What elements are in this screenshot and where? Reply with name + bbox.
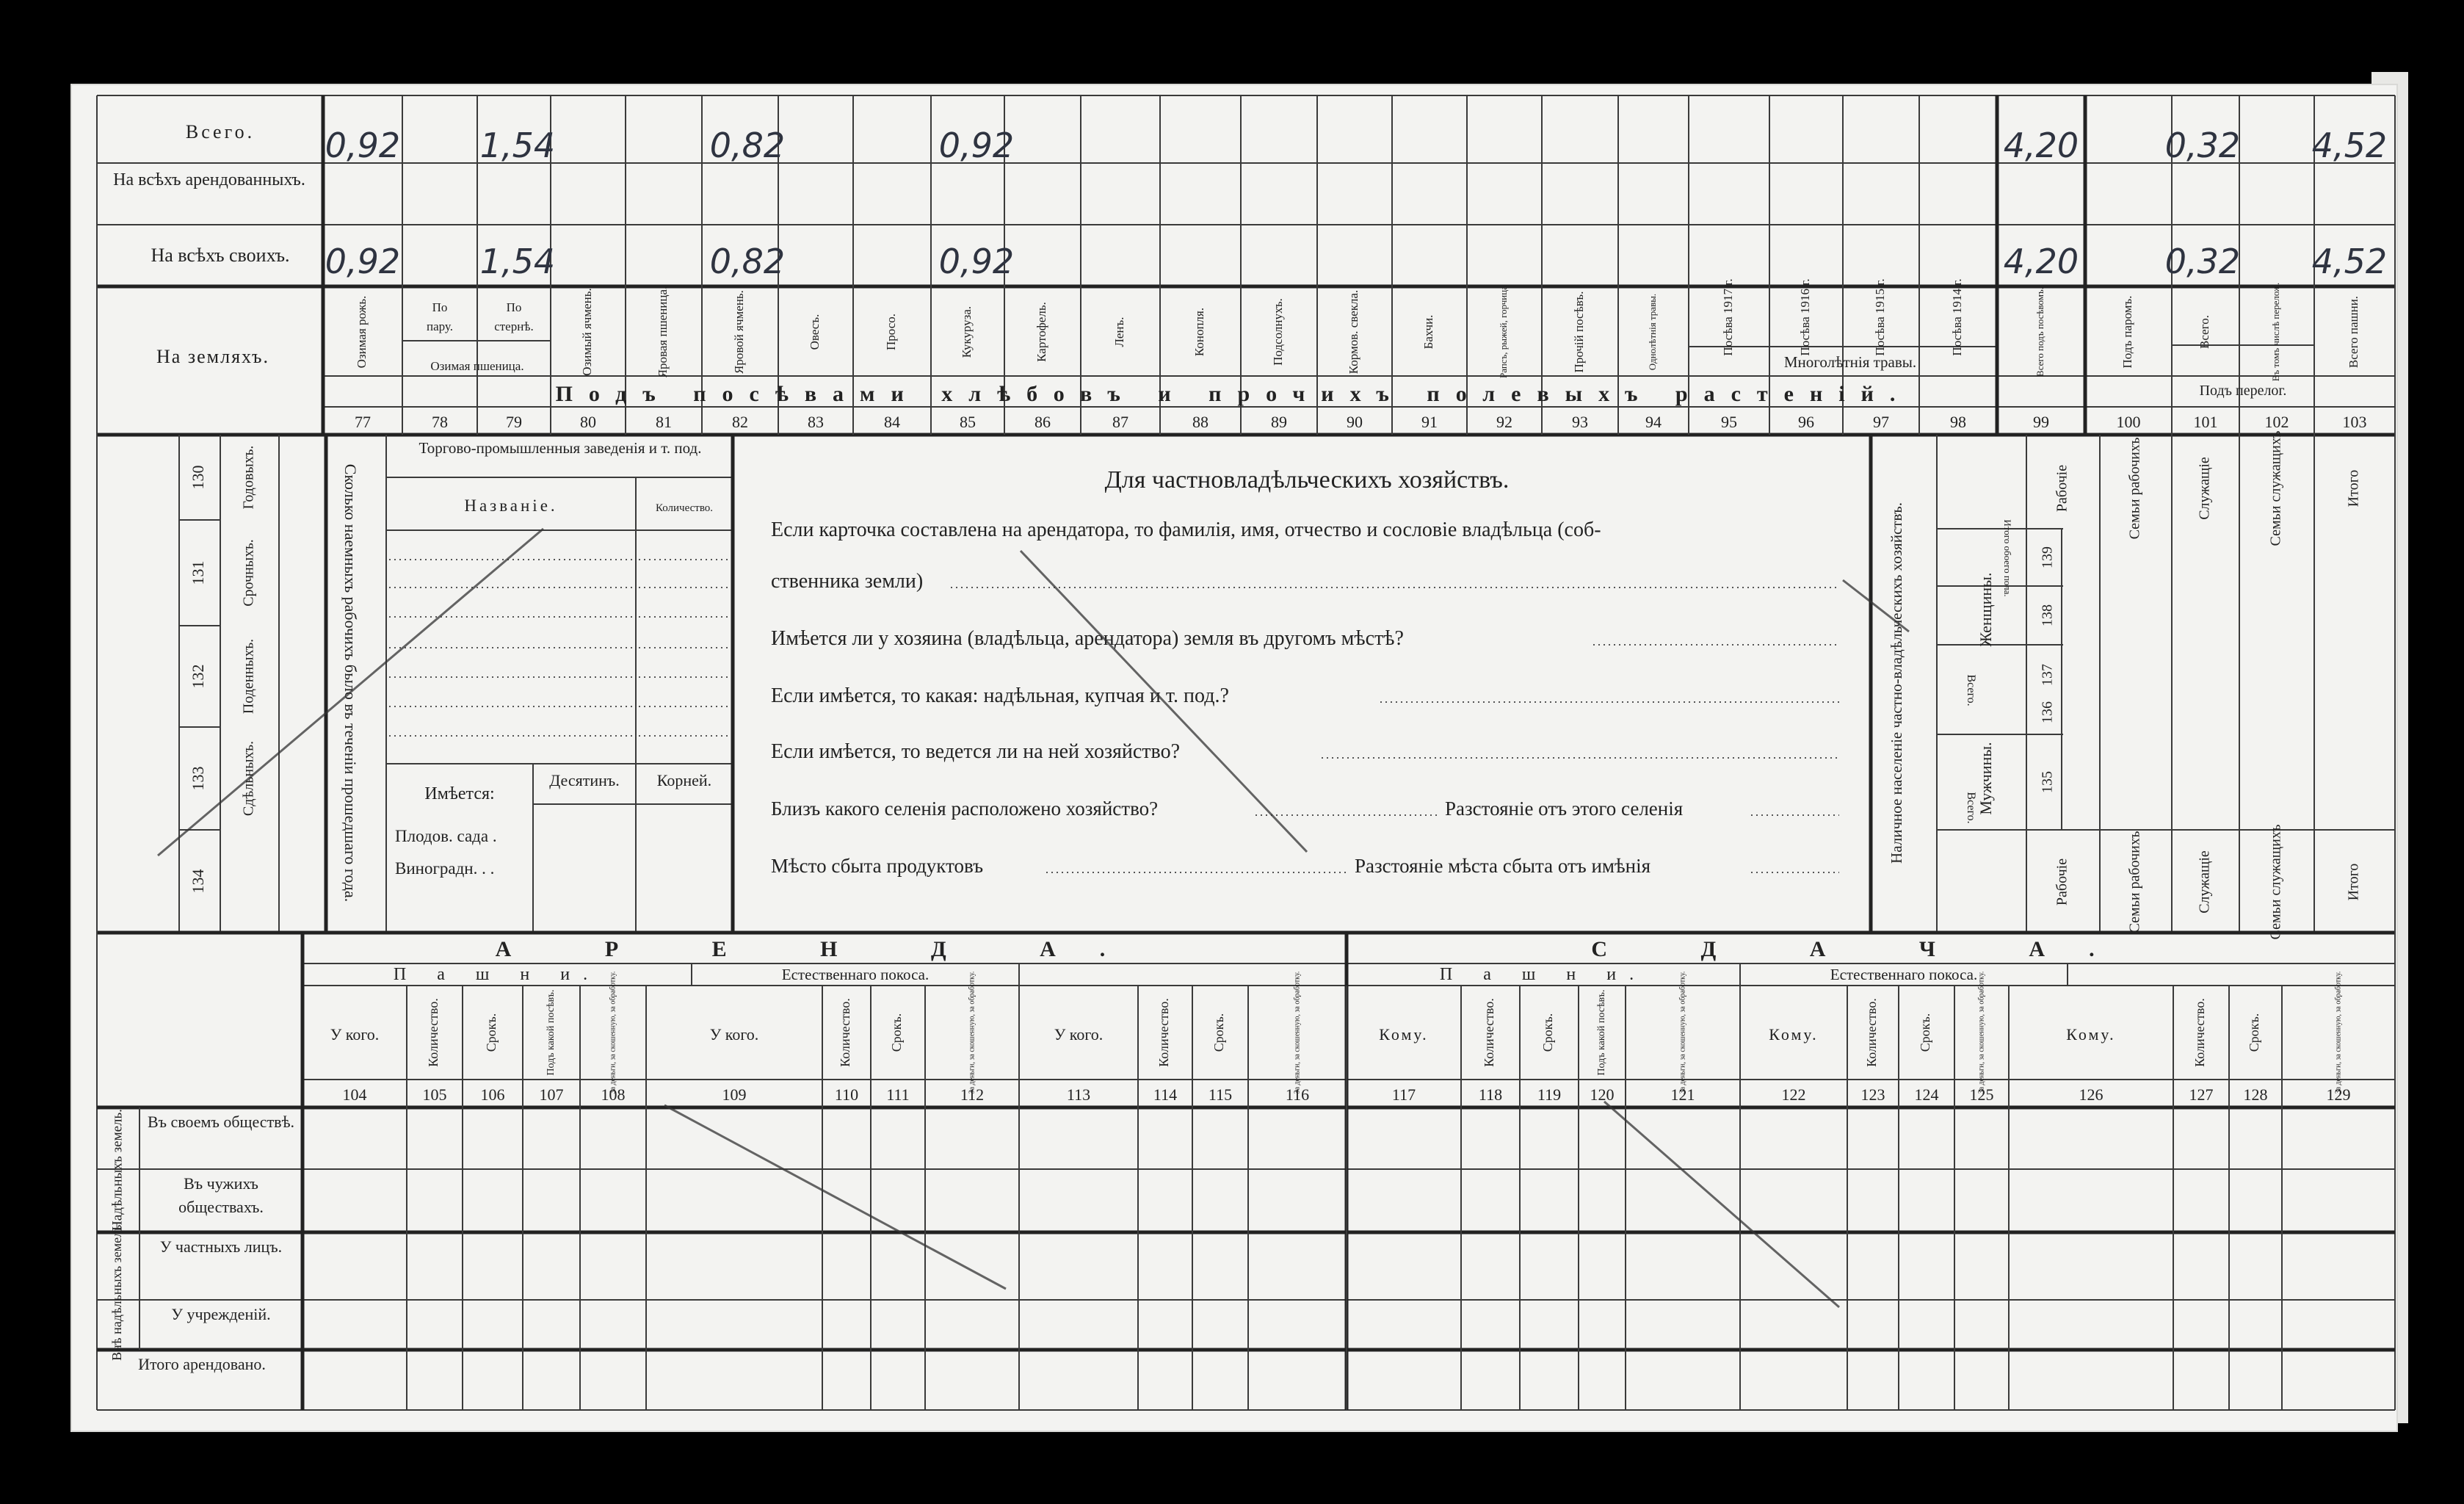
- crop-header: Рапсъ, рыжей, горчица: [1497, 286, 1509, 378]
- column-number: 102: [2264, 413, 2289, 431]
- wheat-group-label: Озимая пшеница.: [430, 359, 524, 373]
- lease-payment-header: За деньги, за скошенную, за обработку.: [1678, 971, 1687, 1094]
- population-column-header: Рабочіе: [2054, 464, 2070, 513]
- private-q3: Если имѣется, то какая: надѣльная, купчая и т. под.?: [771, 684, 1229, 707]
- population-column-header: Семьи служащихъ: [2267, 430, 2284, 546]
- crop-header: Яровая пшеница.: [655, 286, 670, 378]
- crop-header: Кукуруза.: [959, 306, 974, 358]
- private-q1-cont: ственника земли): [771, 570, 924, 593]
- column-number: 123: [1860, 1085, 1885, 1104]
- column-number: 89: [1271, 413, 1287, 431]
- column-number: 115: [1208, 1085, 1233, 1104]
- lease-headers: [330, 965, 2343, 1093]
- crop-header: Всего.: [2197, 315, 2211, 349]
- arenda-title: А Р Е Н Д А.: [495, 937, 1150, 961]
- lease-crop-header: Подъ какой посѣвъ.: [1596, 989, 1608, 1076]
- row-label-own: На всѣхъ своихъ.: [151, 245, 290, 266]
- trade-title: Торгово-промышленныя заведенія и т. под.: [418, 439, 702, 457]
- lease-from-header: У кого.: [709, 1025, 759, 1044]
- column-number: 105: [422, 1085, 447, 1104]
- lease-payment-header: За деньги, за скошенную, за обработку.: [968, 971, 976, 1094]
- lease-term-header: Срокъ.: [889, 1013, 905, 1052]
- crop-headers: [355, 278, 2360, 381]
- lease-payment-header: За деньги, за скошенную, за обработку.: [1977, 971, 1986, 1094]
- has-label: Имѣется:: [424, 784, 495, 803]
- column-number: 97: [1873, 413, 1889, 431]
- lease-crop-header: Подъ какой посѣвъ.: [546, 989, 557, 1076]
- lease-row-wrap: [144, 1303, 298, 1347]
- lease-group-non-allotment: Внѣ надѣльныхъ земель.: [109, 1221, 125, 1361]
- crop-header: Кормов. свекла.: [1346, 289, 1360, 375]
- arenda-pokos: Естественнаго покоса.: [781, 966, 930, 983]
- top-column-numbers: [355, 413, 2367, 431]
- column-number: 108: [601, 1085, 626, 1104]
- lease-term-header: Срокъ.: [1918, 1013, 1933, 1052]
- column-number: 86: [1034, 413, 1051, 431]
- lease-payment-header: За деньги, за скошенную, за обработку.: [2334, 971, 2343, 1094]
- handwritten-values: [325, 126, 2387, 281]
- ledger-dots: [389, 560, 1839, 872]
- handwritten-value: 4,20: [2003, 242, 2079, 281]
- crop-header: Посѣва 1917 г.: [1720, 278, 1735, 356]
- crop-header: Посѣва 1914 г.: [1949, 278, 1964, 356]
- workers-type-label: Годовыхъ.: [240, 445, 257, 510]
- lease-row-wrap: [144, 1235, 298, 1297]
- column-number: 77: [355, 413, 371, 431]
- crop-header: Озимый ячмень.: [579, 288, 594, 376]
- private-q4: Если имѣется, то ведется ли на ней хозяйство?: [771, 740, 1180, 763]
- column-number: 125: [1969, 1085, 1994, 1104]
- workers-type-label: Сдѣльныхъ.: [240, 740, 257, 817]
- population-column-footer: Семьи служащихъ: [2267, 824, 2284, 940]
- handwritten-value: 1,54: [479, 242, 556, 281]
- crop-header: стернѣ.: [494, 319, 534, 333]
- lease-group-allotment: Надѣльныхъ земель.: [109, 1109, 126, 1231]
- lease-term-header: Срокъ.: [484, 1013, 499, 1052]
- crop-header: Всего подъ посѣвомъ.: [2034, 287, 2046, 377]
- private-q5-distance: Разстояніе отъ этого селенія: [1445, 798, 1684, 820]
- column-number: 116: [1285, 1085, 1310, 1104]
- trade-title-wrap: [389, 439, 731, 477]
- population-number: 135: [2039, 771, 2056, 793]
- private-q5: Близъ какого селенія расположено хозяйство?: [771, 798, 1159, 820]
- population-number: 137: [2039, 664, 2056, 686]
- column-number: 100: [2116, 413, 2141, 431]
- crop-header: Ленъ.: [1112, 317, 1126, 347]
- itogo-both-label: Итого обоего пола.: [2002, 519, 2013, 597]
- crop-header: Озимая рожь.: [354, 295, 369, 369]
- handwritten-value: 0,32: [2164, 242, 2241, 281]
- column-number: 95: [1721, 413, 1737, 431]
- crop-header: Въ томъ числѣ перелож.: [2269, 282, 2281, 382]
- lease-to-header: Кому.: [1769, 1025, 1819, 1044]
- column-number: 127: [2189, 1085, 2214, 1104]
- lease-qty-header: Количество.: [1482, 998, 1497, 1067]
- workers-column-number: 131: [189, 560, 208, 585]
- column-number: 107: [539, 1085, 564, 1104]
- handwritten-value: 0,82: [709, 242, 786, 281]
- lease-total-label: Итого арендовано.: [138, 1355, 266, 1373]
- column-number: 118: [1478, 1085, 1503, 1104]
- men-label: Мужчины.: [1976, 742, 1995, 815]
- private-q1: Если карточка составлена на арендатора, то фамилія, имя, отчество и сословіе владѣльца (соб-: [771, 518, 1601, 541]
- row-label-lands: На земляхъ.: [156, 346, 269, 367]
- column-number: 79: [506, 413, 522, 431]
- sdacha-pashni: П а ш н и.: [1439, 965, 1648, 984]
- handwritten-value: 0,92: [938, 126, 1015, 165]
- lease-qty-header: Количество.: [2192, 998, 2208, 1067]
- column-number: 120: [1590, 1085, 1615, 1104]
- column-number: 112: [960, 1085, 985, 1104]
- crop-header: Прочій посѣвъ.: [1571, 291, 1586, 373]
- trade-qty-header: Количество.: [655, 502, 714, 514]
- trade-name-header: Названіе.: [464, 496, 558, 515]
- private-q6-distance: Разстояніе мѣста сбыта отъ имѣнія: [1355, 855, 1651, 877]
- row-label-rented-wrap: [103, 167, 316, 220]
- workers-column-number: 132: [189, 664, 208, 689]
- handwritten-value: 0,82: [709, 126, 786, 165]
- row-label-total: Всего.: [185, 121, 256, 142]
- kornei-header: Корней.: [656, 771, 712, 789]
- column-number: 128: [2243, 1085, 2268, 1104]
- crop-header: Яровой ячмень.: [731, 290, 746, 374]
- crop-header: По: [432, 300, 448, 314]
- private-farms-title: Для частновладѣльческихъ хозяйствъ.: [1104, 466, 1510, 494]
- column-number: 122: [1781, 1085, 1806, 1104]
- bottom-grid: [97, 933, 2395, 1410]
- column-number: 114: [1153, 1085, 1178, 1104]
- bottom-column-lines: [407, 964, 2282, 1410]
- column-number: 90: [1347, 413, 1363, 431]
- column-number: 104: [342, 1085, 367, 1104]
- crop-header: Посѣва 1915 г.: [1872, 278, 1887, 356]
- lease-to-header: Кому.: [2066, 1025, 2116, 1044]
- crop-header: Однолѣтнія травы.: [1646, 293, 1658, 371]
- handwritten-value: 0,92: [325, 242, 401, 281]
- handwritten-value: 4,52: [2311, 126, 2388, 165]
- population-column-header: Служащіе: [2196, 457, 2213, 520]
- lease-row-label: У частныхъ лицъ.: [159, 1237, 283, 1256]
- column-number: 119: [1537, 1085, 1562, 1104]
- population-column-header: Итого: [2345, 469, 2362, 507]
- column-number: 92: [1496, 413, 1512, 431]
- row-label-rented: На всѣхъ арендованныхъ.: [113, 170, 305, 189]
- grass-group-label: Многолѣтнія травы.: [1783, 353, 1917, 371]
- fallow-group-label: Подъ перелог.: [2199, 383, 2287, 399]
- population-column-footer: Семьи рабочихъ: [2126, 831, 2143, 933]
- population-number: 136: [2039, 701, 2056, 723]
- population-column-footer: Рабочіе: [2054, 858, 2070, 906]
- column-number: 84: [884, 413, 900, 431]
- lease-from-header: У кого.: [1054, 1025, 1104, 1044]
- column-number: 126: [2079, 1085, 2104, 1104]
- crop-header: Подъ паромъ.: [2120, 295, 2134, 369]
- lease-payment-header: За деньги, за скошенную, за обработку.: [1293, 971, 1302, 1094]
- lease-row-wrap: [144, 1110, 298, 1166]
- crop-header: Подсолнухъ.: [1270, 298, 1285, 366]
- lease-row-wrap: [144, 1172, 298, 1229]
- lease-total-wrap: [110, 1353, 294, 1407]
- lease-row-label: Въ своемъ обществѣ.: [147, 1113, 295, 1131]
- workers-column-number: 133: [189, 766, 208, 791]
- column-number: 103: [2342, 413, 2367, 431]
- men-total-label: Всего.: [1965, 792, 1977, 824]
- hired-workers-question: Сколько наемныхъ рабочихъ было въ теченіи прошедшаго года.: [341, 463, 360, 903]
- crop-header: Просо.: [883, 314, 898, 350]
- hired-workers-block: [189, 446, 257, 894]
- population-column-footer: Итого: [2345, 863, 2362, 901]
- column-number: 87: [1112, 413, 1128, 431]
- vineyard-label: Виноградн. . .: [395, 859, 495, 878]
- lease-payment-header: За деньги, за скошенную, за обработку.: [609, 971, 617, 1094]
- column-number: 121: [1670, 1085, 1695, 1104]
- women-total-label: Всего.: [1965, 674, 1977, 706]
- sdacha-title: С Д А Ч А.: [1591, 937, 2139, 961]
- crop-header: Бахчи.: [1421, 314, 1435, 350]
- band-text: Подъ посѣвами хлѣбовъ и прочихъ полевыхъ растеній.: [555, 382, 1912, 406]
- workers-type-label: Поденныхъ.: [240, 638, 257, 715]
- lease-qty-header: Количество.: [426, 998, 441, 1067]
- crop-header: Овесъ.: [807, 314, 822, 350]
- crop-header: пару.: [427, 319, 453, 333]
- lease-row-label: Въ чужихъ обществахъ.: [178, 1174, 264, 1216]
- column-number: 91: [1421, 413, 1438, 431]
- lease-qty-header: Количество.: [1864, 998, 1880, 1067]
- population-numbers: [2040, 546, 2056, 793]
- private-q2: Имѣется ли у хозяина (владѣльца, арендатора) земля въ другомъ мѣстѣ?: [771, 627, 1404, 650]
- column-number: 110: [834, 1085, 859, 1104]
- column-number: 88: [1192, 413, 1209, 431]
- lease-term-header: Срокъ.: [2247, 1013, 2262, 1052]
- column-number: 85: [960, 413, 976, 431]
- lease-qty-header: Количество.: [1156, 998, 1172, 1067]
- population-number: 138: [2039, 604, 2056, 626]
- column-number: 99: [2033, 413, 2049, 431]
- lease-rows: [109, 1109, 298, 1407]
- population-column-footer: Служащіе: [2196, 850, 2213, 914]
- lease-qty-header: Количество.: [838, 998, 853, 1067]
- column-number: 98: [1950, 413, 1966, 431]
- workers-column-number: 134: [189, 869, 208, 894]
- crop-header: Конопля.: [1192, 307, 1206, 357]
- handwritten-value: 4,52: [2311, 242, 2388, 281]
- column-number: 82: [732, 413, 748, 431]
- handwritten-value: 1,54: [479, 126, 556, 165]
- lease-term-header: Срокъ.: [1540, 1013, 1556, 1052]
- handwritten-value: 0,92: [325, 126, 401, 165]
- women-label: Женщины.: [1976, 572, 1995, 647]
- population-column-header: Семьи рабочихъ: [2126, 437, 2143, 540]
- handwritten-value: 0,32: [2164, 126, 2241, 165]
- lease-to-header: Кому.: [1379, 1025, 1429, 1044]
- crop-header: По: [506, 300, 522, 314]
- crop-header: Посѣва 1916 г.: [1797, 278, 1812, 356]
- column-number: 96: [1798, 413, 1814, 431]
- column-number: 80: [580, 413, 596, 431]
- garden-label: Плодов. сада .: [395, 827, 497, 845]
- sdacha-pokos: Естественнаго покоса.: [1830, 966, 1978, 983]
- column-number: 94: [1645, 413, 1662, 431]
- column-number: 117: [1391, 1085, 1416, 1104]
- column-number: 78: [432, 413, 448, 431]
- column-number: 106: [480, 1085, 505, 1104]
- population-number: 139: [2039, 546, 2056, 568]
- population-vertical: Наличное населеніе частно-владѣльческихъ хозяйствъ.: [1888, 502, 1905, 864]
- private-q6: Мѣсто сбыта продуктовъ: [771, 855, 984, 877]
- lease-from-header: У кого.: [330, 1025, 380, 1044]
- desyatin-header: Десятинъ.: [549, 771, 620, 789]
- column-number: 111: [886, 1085, 910, 1104]
- column-number: 101: [2193, 413, 2218, 431]
- lease-row-label: У учрежденій.: [171, 1305, 271, 1323]
- handwritten-value: 4,20: [2003, 126, 2079, 165]
- crop-header: Всего пашни.: [2346, 295, 2360, 369]
- workers-column-number: 130: [189, 465, 208, 490]
- column-number: 81: [656, 413, 672, 431]
- column-number: 113: [1066, 1085, 1091, 1104]
- column-number: 109: [722, 1085, 747, 1104]
- lease-term-header: Срокъ.: [1211, 1013, 1227, 1052]
- workers-type-label: Срочныхъ.: [240, 539, 257, 607]
- column-number: 124: [1914, 1085, 1939, 1104]
- handwritten-value: 0,92: [938, 242, 1015, 281]
- crop-header: Картофель.: [1034, 302, 1048, 362]
- column-number: 129: [2326, 1085, 2351, 1104]
- column-number: 83: [808, 413, 824, 431]
- column-number: 93: [1572, 413, 1588, 431]
- arenda-pashni: П а ш н и.: [393, 965, 601, 984]
